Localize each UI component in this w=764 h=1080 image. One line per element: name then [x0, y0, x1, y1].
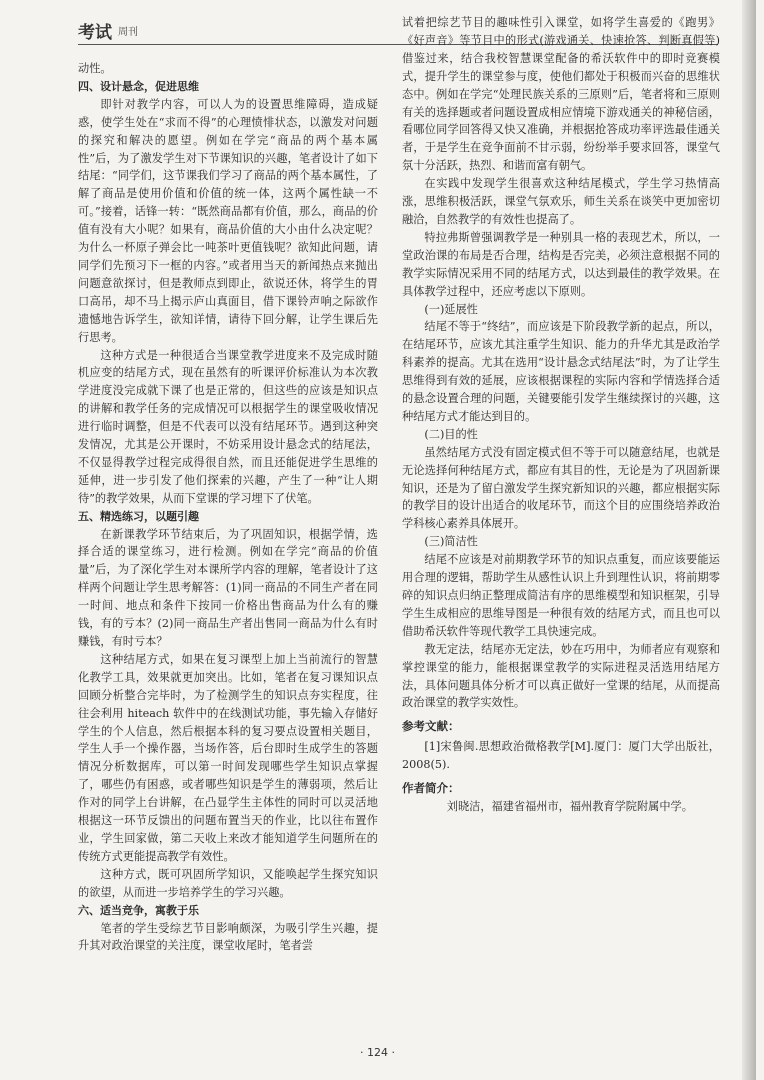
paragraph: 试着把综艺节目的趣味性引入课堂，如将学生喜爱的《跑男》《好声音》等节目中的形式(游戏通关、快速抢答、判断真假等)借鉴过来，结合我校智慧课堂配备的希沃软件中的即时竞赛模式，提升学生的课堂参与度，使他们都处于积极而兴奋的思维状态中。例如在学完“处理民族关系的三原则”后，笔者将和三原则有关的选择题或者问题设置成相应情境下游戏通关的神秘信函，看哪位同学回答得又快又准确，并根据抢答成功率评选最佳通关者，于是学生在竞争面前不甘示弱，纷纷举手要求回答，课堂气氛十分活跃，热烈、和谐而富有朝气。 [402, 16, 720, 173]
paragraph: 虽然结尾方式没有固定模式但不等于可以随意结尾，也就是无论选择何种结尾方式，都应有其目的性，无论是为了巩固新课知识，还是为了留白激发学生探究新知识的兴趣，都应根据实际的教学目的设计出适合的收尾环节，而这个目的应围绕培养政治学科核心素养具体展开。 [402, 445, 720, 531]
journal-title: 考试 [78, 23, 112, 43]
paragraph: 即针对教学内容，可以人为的设置思维障碍，造成疑惑，使学生处在“求而不得”的心理愤悱状态，以激发对问题的探究和解决的愿望。例如在学完“商品的两个基本属性”后，为了激发学生对下节课知识的兴趣，笔者设计了如下结尾：“同学们，这节课我们学习了商品的两个基本属性，了解了商品是使用价值和价值的统一体，这两个属性缺一不可。”接着，话锋一转：“既然商品都有价值，那么，商品的价值有没有大小呢？如果有，商品价值的大小由什么决定呢？为什么一杯原子弹会比一吨茶叶更值钱呢？欲知此问题，请同学们先预习下一框的内容。”或者用当天的新闻热点来抛出问题意欲探讨，但是教师点到即止，欲说还休，将学生的胃口高吊，却不马上揭示庐山真面目，借下课铃声响之际欲作遗憾地告诉学生，欲知详情，请待下回分解，让学生课后先行思考。 [78, 97, 378, 344]
author-info: 刘晓洁，福建省福州市，福州教育学院附属中学。 [446, 799, 693, 813]
paragraph: 在新课教学环节结束后，为了巩固知识，根据学情，选择合适的课堂练习，进行检测。例如在学完“商品的价值量”后，为了深化学生对本课所学内容的理解，笔者设计了这样两个问题让学生思考解答：(1)同一商品的不同生产者在同一时间、地点和条件下按同一价格出售商品为什么有的赚钱，有的亏本？(2)同一商品生产者出售同一商品为什么有时赚钱，有时亏本？ [78, 527, 378, 648]
paragraph: 特拉弗斯曾强调教学是一种别具一格的表现艺术，所以，一堂政治课的布局是否合理，结构是否完美，必须注意根据不同的教学实际情况采用不同的结尾方式，以达到最佳的教学效果。在具体教学过程中，还应考虑以下原则。 [402, 230, 720, 298]
paragraph: 这种结尾方式，如果在复习课型上加上当前流行的智慧化教学工具，效果就更加突出。比如，笔者在复习课知识点回顾分析整合完毕时，为了检测学生的知识点夯实程度，往往会利用 hiteach 软件中的在线测试功能，事先输入存储好学生的个人信息，然后根据本科的复习要点设置相关题目，学生人手一个操作器，当场作答，后台即时生成学生的答题情况分析数据库，可以第一时间发现哪些学生知识点掌握了，哪些仍有困惑，或者哪些知识是学生的薄弱项，然后让作对的同学上台讲解，在凸显学生主体性的同时可以灵活地根据这一环节反馈出的问题布置当天的作业，比以往布置作业，学生回家做，第二天收上来改才能知道学生问题所在的传统方式更能提高教学有效性。 [78, 652, 378, 863]
reference-item: [1]宋鲁闽.思想政治微格教学[M].厦门：厦门大学出版社，2008(5). [402, 740, 720, 772]
principle-heading-3: (三)简洁性 [424, 535, 478, 549]
paragraph: 教无定法，结尾亦无定法，妙在巧用中，为师者应有观察和掌控课堂的能力，能根据课堂教学的实际进程灵活选用结尾方法，具体问题具体分析才可以真正做好一堂课的结尾，从而提高政治课堂的教学实效性。 [402, 642, 720, 710]
right-column [402, 14, 720, 816]
author-heading: 作者简介： [402, 781, 460, 796]
references-heading: 参考文献： [402, 719, 460, 734]
paragraph: 结尾不应该是对前期教学环节的知识点重复，而应该要能运用合理的逻辑，帮助学生从感性认识上升到理性认识，将前期零碎的知识点归纳正整理成简洁有序的思维模型和知识框架，引导学生生成相应的思维导图是一种很有效的结尾方式，而且也可以借助希沃软件等现代教学工具快速完成。 [402, 553, 720, 638]
paragraph: 笔者的学生受综艺节目影响颇深，为吸引学生兴趣，提升其对政治课堂的关注度，课堂收尾时，笔者尝 [78, 921, 378, 953]
section-heading-5: 五、精选练习，以题引趣 [78, 509, 199, 523]
section-heading-6: 六、适当竞争，寓教于乐 [78, 903, 199, 917]
principle-heading-1: (一)延展性 [424, 302, 478, 316]
page-number: · 124 · [360, 1046, 395, 1059]
principle-heading-2: (二)目的性 [424, 427, 478, 441]
paragraph: 在实践中发现学生很喜欢这种结尾模式，学生学习热情高涨，思维积极活跃，课堂气氛欢乐，师生关系在谈笑中更加密切融洽，自然教学的有效性也提高了。 [402, 177, 720, 226]
paragraph: 这种方式，既可巩固所学知识，又能唤起学生探究知识的欲望，从而进一步培养学生的学习兴趣。 [78, 867, 378, 899]
paragraph: 结尾不等于“终结”，而应该是下阶段教学新的起点，所以，在结尾环节，应该尤其注重学生知识、能力的升华尤其是政治学科素养的提高。尤其在选用“设计悬念式结尾法”时，为了让学生思维得到有效的延展，应该根据课程的实际内容和学情选择合适的悬念设置合理的问题，关键要能引发学生继续探讨的兴趣，这种结尾方式才能达到目的。 [402, 320, 720, 423]
left-column [78, 60, 378, 955]
continuation-text: 动性。 [78, 62, 112, 75]
page-binding-shadow [742, 0, 756, 1080]
section-heading-4: 四、设计悬念，促进思维 [78, 79, 199, 93]
paragraph: 这种方式是一种很适合当课堂教学进度来不及完成时随机应变的结尾方式，现在虽然有的听课评价标准认为本次教学进度没完成就下课了也是正常的，但这些的应该是知识点的讲解和教学任务的完成情况可以根据学生的课堂吸收情况进行临时调整，但是不代表可以没有结尾环节。遇到这种突发情况，尤其是公开课时，不妨采用设计悬念式的结尾法，不仅显得教学过程完成得很自然，而且还能促进学生思维的延伸，进一步引发了他们探索的兴趣，产生了一种“让人期待”的教学效果，从而下堂课的学习埋下了伏笔。 [78, 348, 378, 505]
journal-subtitle: 周刊 [118, 27, 138, 38]
